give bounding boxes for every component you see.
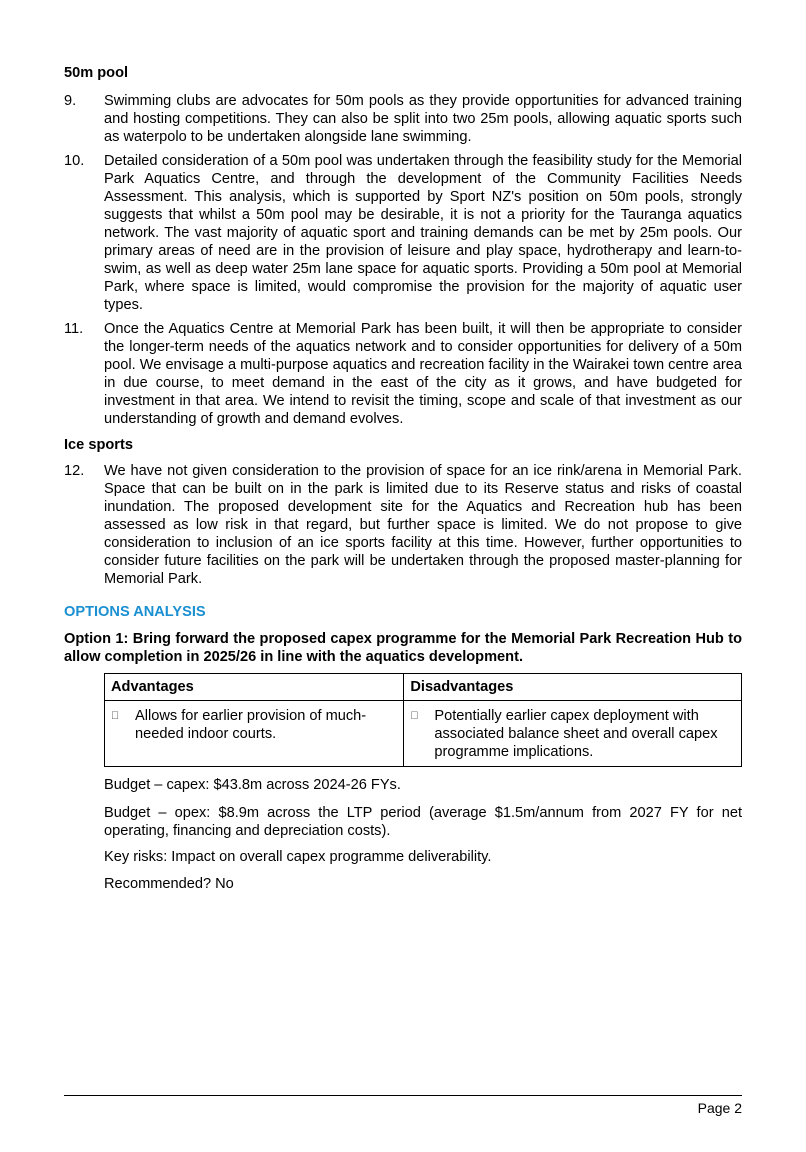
disadvantage-item	[410, 707, 735, 761]
options-analysis-heading: OPTIONS ANALYSIS	[64, 604, 206, 620]
advantages-header: Advantages	[105, 674, 404, 701]
advantage-text: Allows for earlier provision of much-needed indoor courts.	[135, 708, 367, 742]
disadvantages-header: Disadvantages	[404, 674, 742, 701]
numbered-paragraph-11	[64, 320, 742, 428]
paragraph-number: 10.	[64, 153, 85, 169]
disadvantage-cell	[404, 701, 742, 767]
paragraph-number: 11.	[64, 321, 84, 337]
paragraph-text: Swimming clubs are advocates for 50m pools as they provide opportunities for advanced training and hosting competitions. They can also be split into two 25m pools, allowing aquatic sports such as waterpolo to be undertaken alongside lane swimming.	[104, 93, 742, 145]
paragraph-text: We have not given consideration to the provision of space for an ice rink/arena in Memorial Park. Space that can be built on in the park is limited due to its Reserve status and risks of coastal inundation. The proposed development site for the Aquatics and Recreation hub has been assessed as low risk in that regard, but further space is limited. We do not propose to give consideration to inclusion of an ice sports facility at this time. However, further opportunities to consider future facilities on the park will be undertaken through the proposed master-planning for Memorial Park.	[104, 463, 742, 587]
missing-glyph-box-icon	[410, 707, 434, 761]
paragraph-number: 9.	[64, 93, 77, 109]
missing-glyph-box-icon	[111, 707, 135, 743]
disadvantage-text: Potentially earlier capex deployment with associated balance sheet and overall capex programme implications.	[434, 708, 718, 760]
paragraph-number: 12.	[64, 463, 85, 479]
advantage-cell	[105, 701, 404, 767]
numbered-paragraph-12	[64, 462, 742, 588]
footer-divider	[64, 1095, 742, 1096]
page-number: Page 2	[697, 1100, 742, 1116]
numbered-paragraph-9	[64, 92, 742, 146]
paragraph-text: Detailed consideration of a 50m pool was undertaken through the feasibility study for the Memorial Park Aquatics Centre, and through the development of the Community Facilities Needs Assessment. This analysis, which is supported by Sport NZ's position on 50m pools, strongly suggests that whilst a 50m pool may be desirable, it is not a priority for the Tauranga aquatics network. The vast majority of aquatic sport and training demands can be met by 25m pools. Our primary areas of need are in the provision of leisure and play space, hydrotherapy and learn-to-swim, as well as deep water 25m lane space for aquatic sports. Providing a 50m pool at Memorial Park, where space is limited, would compromise the provision for the majority of aquatic user types.	[104, 153, 742, 313]
section-heading-50m-pool: 50m pool	[64, 65, 129, 81]
key-risks: Key risks: Impact on overall capex programme deliverability.	[104, 849, 492, 865]
advantages-disadvantages-table	[104, 673, 742, 767]
paragraph-text: Once the Aquatics Centre at Memorial Park has been built, it will then be appropriate to consider the longer-term needs of the aquatics network and to consider opportunities for delivery of a 50m pool. We envisage a multi-purpose aquatics and recreation facility in the Wairakei town centre area in due course, to meet demand in the east of the city as it grows, and have budgeted for investment in that area. We intend to revisit the timing, scope and scale of that investment as our understanding of growth and demand evolves.	[104, 321, 742, 427]
budget-capex: Budget – capex: $43.8m across 2024-26 FYs.	[104, 777, 401, 793]
budget-opex: Budget – opex: $8.9m across the LTP period (average $1.5m/annum from 2027 FY for net operating, financing and depreciation costs).	[104, 805, 742, 839]
recommended: Recommended? No	[104, 876, 234, 892]
option-1-title: Option 1: Bring forward the proposed capex programme for the Memorial Park Recreation Hub to allow completion in 2025/26 in line with the aquatics development.	[64, 631, 742, 665]
numbered-paragraph-10	[64, 152, 742, 314]
section-heading-ice-sports: Ice sports	[64, 437, 133, 453]
advantage-item	[111, 707, 397, 743]
